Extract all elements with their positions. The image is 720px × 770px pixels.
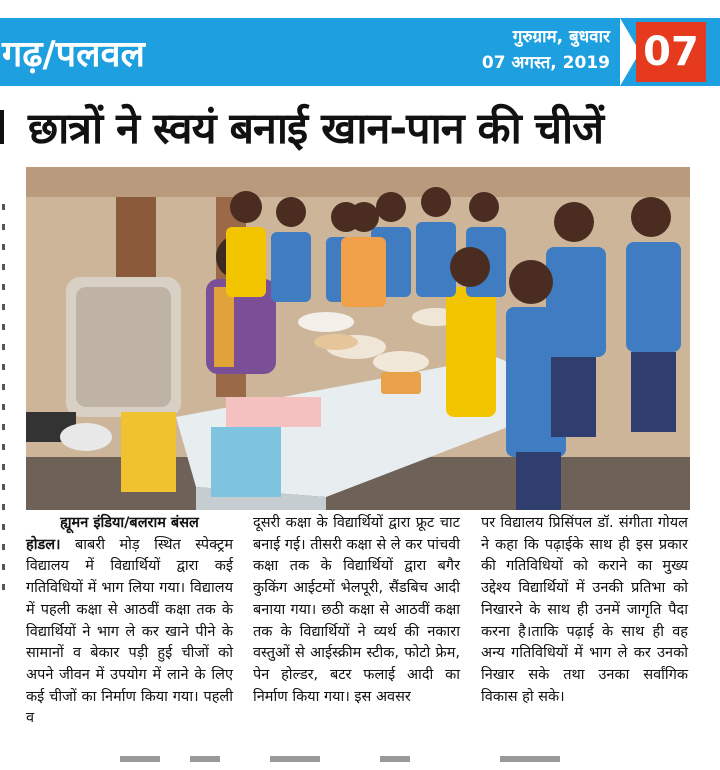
- edition-label-area: [0, 18, 470, 86]
- dateline: होडल।: [26, 536, 61, 553]
- page-number: 07: [636, 22, 706, 82]
- column-rule: [0, 110, 4, 144]
- byline: ह्यूमन इंडिया/बलराम बंसल: [60, 515, 199, 531]
- column-1-text: बाबरी मोड़ स्थित स्पेक्ट्रम विद्यालय में विद्यार्थियों द्वारा कई गतिविधियों में भाग लिया गया। विद्यालय में पहली कक्षा से आठवीं कक्षा तक के विद्यार्थियों ने भाग ले कर खाने पीने के सामानों व बेकार पड़ी हुई चीजों को अपने जीवन में उपयोग में लाने के लिए कई चीजों का निर्माण किया गया। पहली व: [26, 536, 233, 727]
- headline: छात्रों ने स्वयं बनाई खान-पान की चीजें: [28, 104, 604, 154]
- photo-classroom-icon: [26, 167, 690, 510]
- article-column-2: [253, 513, 460, 708]
- column-3-text: पर विद्यालय प्रिसिंपल डॉ. संगीता गोयल ने कहा कि पढ़ाईके साथ ही इस प्रकार की गतिविधियों को कराने का मुख्य उद्देश्य विद्यार्थियों में उनकी प्रतिभा को निखारने के साथ ही उनमें जागृति पैदा करना है।ताकि पढ़ाई के साथ ही वह अन्य गतिविधियों में भाग ले कर उनको निखार सके तथा उनका सर्वांगिक विकास हो सके।: [481, 515, 688, 705]
- page-number-block: [620, 18, 720, 86]
- article-column-1: [26, 513, 233, 730]
- article-column-3: [481, 513, 688, 708]
- edition-name: गढ़/पलवल: [2, 33, 145, 75]
- next-article-fragment: [120, 756, 590, 764]
- article-photo: [26, 167, 690, 510]
- issue-date: 07 अगस्त, 2019: [481, 53, 610, 73]
- column-2-text: दूसरी कक्षा के विद्यार्थियों द्वारा फ्रूट चाट बनाई गई। तीसरी कक्षा से ले कर पांचवी कक्षा तक के विद्यार्थियों द्वारा बगैर कुकिंग आईटमों भेलपूरी, सैंडबिच आदी बनाया गया। छठी कक्षा से आठवीं कक्षा तक के विद्यार्थियों ने व्यर्थ की नकारा वस्तुओं से आईस्क्रीम स्टीक, फोटो फ्रेम, पेन होल्डर, बटर फलाई आदी का निर्माण किया गया। इस अवसर: [253, 515, 460, 705]
- location-day: गुरुग्राम, बुधवार: [512, 27, 610, 47]
- dateline-block: [480, 24, 610, 80]
- clipped-neighbor-column: [0, 190, 10, 730]
